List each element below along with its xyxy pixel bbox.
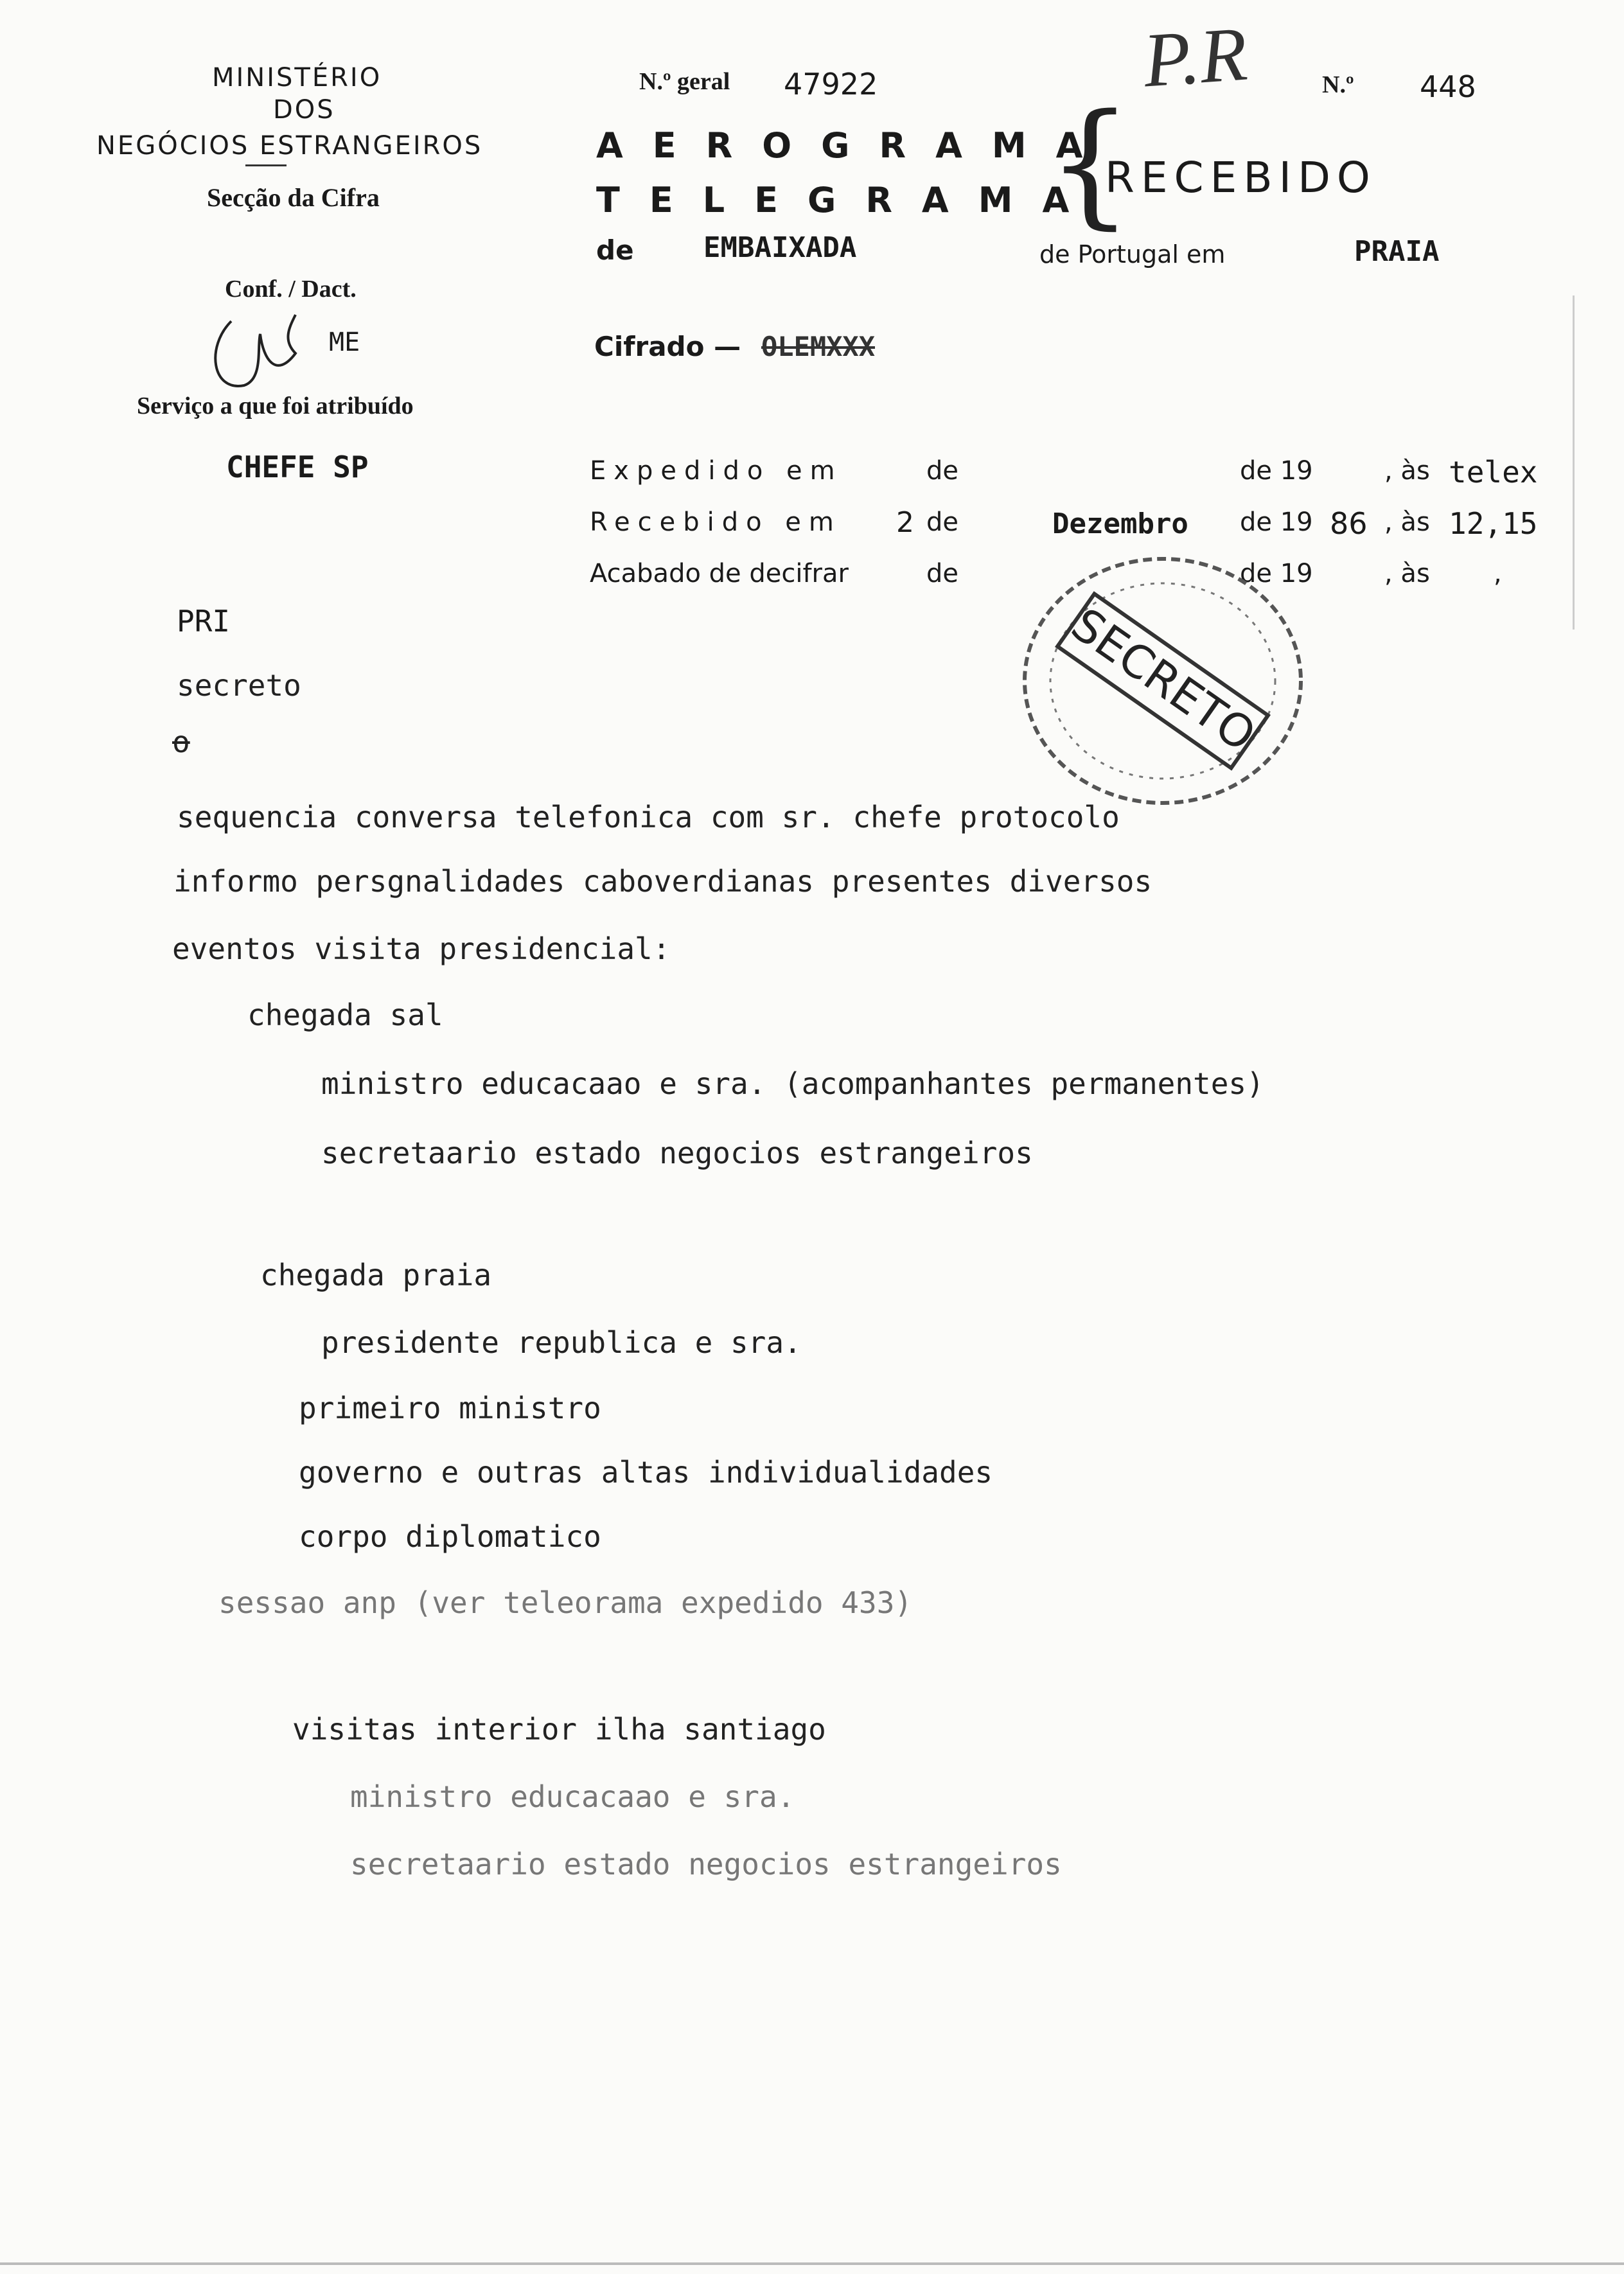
recebido-de19: de 19 [1240,507,1313,537]
recebido-year: 86 [1330,506,1368,541]
body-line-chegada-sal: chegada sal [247,998,443,1032]
body-line-informo: informo persgnalidades caboverdianas presentes diversos [173,864,1152,899]
scan-bottom-edge [0,2262,1624,2265]
body-line-presidente: presidente republica e sra. [321,1325,802,1360]
body-line-sequencia: sequencia conversa telefonica com sr. chefe protocolo [177,800,1120,834]
acabado-de19: de 19 [1240,559,1313,588]
numero-value: 448 [1420,69,1476,104]
recebido-time: 12,15 [1449,506,1538,541]
service-value: CHEFE SP [226,450,369,484]
signature-image [206,308,315,398]
expedido-label: Expedido em [590,456,843,486]
recebido-month: Dezembro [1052,507,1188,540]
telegrama-title: TELEGRAMA [596,180,1099,220]
body-line-governo: governo e outras altas individualidades [299,1455,993,1490]
numero-geral-value: 47922 [784,67,878,101]
brace-glyph: { [1047,85,1133,242]
initials: ME [329,328,360,357]
body-line-secretaario-1: secretaario estado negocios estrangeiros [321,1136,1033,1170]
body-line-eventos: eventos visita presidencial: [172,931,671,966]
acabado-as: , às [1384,559,1430,588]
numero-geral-label: N.º geral [639,68,730,95]
recebido-title: RECEBIDO [1105,153,1377,202]
ministry-line-2: DOS [273,95,335,125]
acabado-label: Acabado de decifrar [590,559,849,588]
body-line-chegada-praia: chegada praia [260,1258,492,1292]
expedido-de19: de 19 [1240,456,1313,486]
portugal-label: de Portugal em [1039,240,1226,269]
service-label: Serviço a que foi atribuído [137,392,414,419]
acabado-trailing-comma: , [1494,559,1502,588]
ministry-line-1: MINISTÉRIO [212,63,382,93]
expedido-time: telex [1449,455,1538,489]
body-line-pri: PRI [177,604,231,639]
stamp-text: SECRETO [1062,597,1266,762]
recebido-as: , às [1384,507,1430,537]
ministry-divider [245,164,287,166]
acabado-de: de [926,559,958,588]
expedido-as: , às [1384,456,1430,486]
body-line-visitas: visitas interior ilha santiago [292,1712,826,1747]
aerograma-title: AEROGRAMA [596,125,1113,166]
city-value: PRAIA [1354,235,1440,268]
body-line-sessao: sessao anp (ver teleorama expedido 433) [218,1585,913,1620]
recebido-day: 2 [896,506,914,539]
scan-right-edge [1573,295,1575,630]
de-label: de [596,234,634,266]
section-label: Secção da Cifra [207,183,380,212]
cifrado-value: OLEMXXX [761,331,876,362]
body-line-secreto: secreto [177,668,301,703]
body-line-primeiro: primeiro ministro [299,1391,601,1425]
recebido-label: Recebido em [590,507,842,537]
body-line-corpo: corpo diplomatico [299,1519,601,1554]
secreto-stamp [996,546,1330,816]
de-value: EMBAIXADA [703,231,857,264]
recebido-de: de [926,507,958,537]
conf-dact-label: Conf. / Dact. [225,276,357,303]
handwritten-mark: P.R [1140,10,1250,103]
expedido-de: de [926,456,958,486]
body-line-secretaario-2: secretaario estado negocios estrangeiros [350,1847,1062,1882]
numero-label: N.º [1322,71,1354,98]
body-line-ministro-2: ministro educacaao e sra. [350,1779,795,1814]
body-line-mark: o [172,725,190,759]
cifrado-label: Cifrado — [594,331,741,362]
ministry-line-3: NEGÓCIOS ESTRANGEIROS [96,131,483,161]
body-line-ministro-1: ministro educacaao e sra. (acompanhantes permanentes) [321,1066,1264,1101]
